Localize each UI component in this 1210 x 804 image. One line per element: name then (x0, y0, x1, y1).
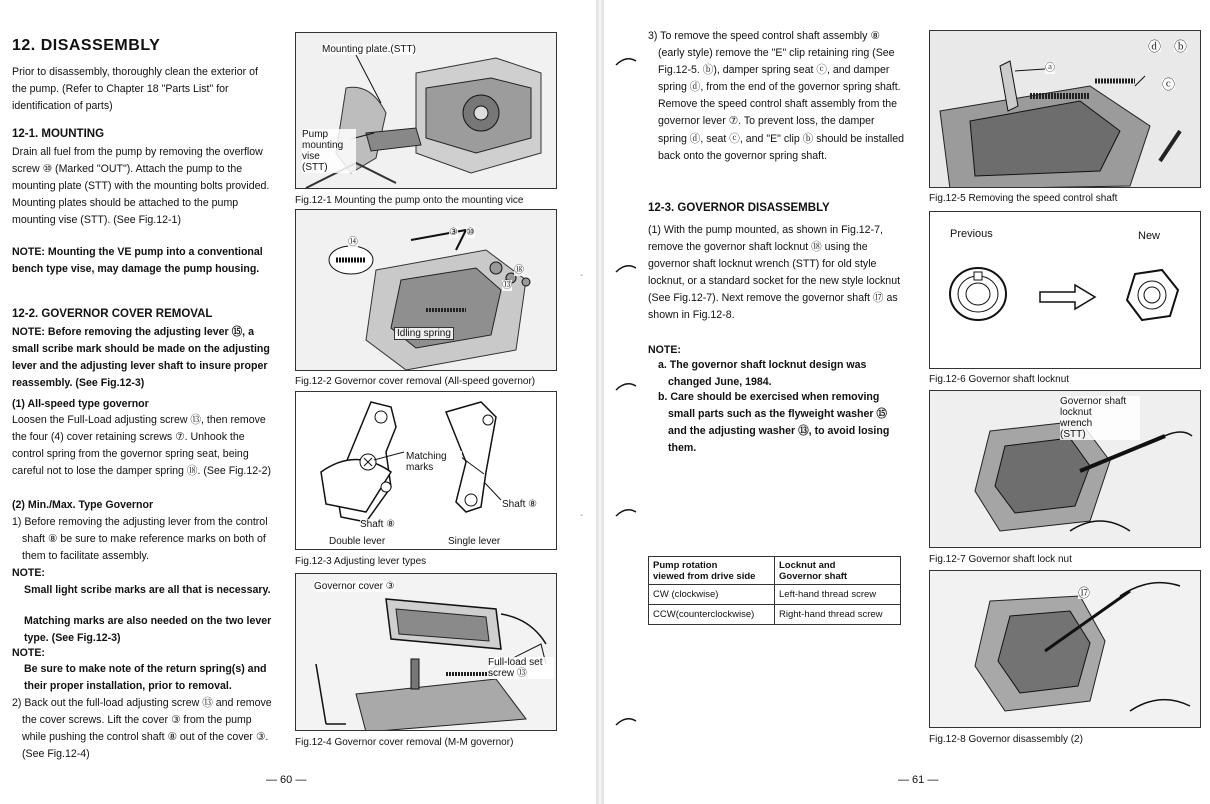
table-row (649, 605, 901, 625)
fig-12-6-caption: Fig.12-6 Governor shaft locknut (929, 374, 1070, 385)
rotation-thread-table (648, 556, 901, 625)
fig-12-2-caption: Fig.12-2 Governor cover removal (All-speed governor) (295, 376, 536, 387)
margin-mark (614, 380, 638, 392)
margin-mark (614, 55, 638, 67)
new-locknut-icon (1127, 270, 1178, 320)
margin-mark (614, 506, 638, 518)
right-page (604, 0, 1210, 804)
fig-12-7-caption: Fig.12-7 Governor shaft lock nut (929, 554, 1072, 565)
label-matching-marks: Matching marks (406, 451, 462, 473)
note-label: NOTE: (12, 326, 45, 338)
table-cell-thread: Left-hand thread screw (775, 585, 901, 605)
note-a: a. The governor shaft locknut design was changed June, 1984. (658, 359, 867, 389)
margin-mark: - (580, 510, 584, 521)
note-label: NOTE: (12, 246, 45, 258)
governor-cover-illustration (296, 210, 557, 371)
section-mounting-heading: 12-1. MOUNTING (12, 128, 105, 140)
left-page (0, 0, 596, 804)
callout-17: ⑰ (1078, 586, 1091, 600)
label-previous: Previous (950, 228, 993, 240)
label-single-lever: Single lever (448, 536, 501, 547)
allspeed-heading: (1) All-speed type governor (12, 398, 149, 410)
page-number-right: — 61 — (898, 774, 939, 786)
page-title: 12. DISASSEMBLY (12, 37, 161, 54)
note-b: b. Care should be exercised when removing small parts such as the flyweight washer ⑮ and the adjusting washer ⑬, to avoid losing them. (658, 391, 890, 455)
label-idling-spring: Idling spring (394, 327, 454, 340)
note2-line1: Small light scribe marks are all that is necessary. (24, 584, 271, 596)
fig-12-7-image (929, 390, 1201, 548)
callout-b: ⓑ (1174, 39, 1188, 54)
binding-gutter (596, 0, 604, 804)
fig-12-2-image (295, 209, 557, 371)
label-new: New (1138, 230, 1161, 242)
fig-12-3-caption: Fig.12-3 Adjusting lever types (295, 556, 427, 567)
margin-mark (614, 262, 638, 274)
callout-3: ③ (449, 227, 458, 238)
callout-c: ⓒ (1162, 77, 1176, 92)
label-shaft-right: Shaft ⑧ (502, 499, 538, 510)
label-shaft-left: Shaft ⑧ (360, 519, 396, 530)
callout-13: ⑬ (502, 280, 512, 291)
callout-10: ⑩ (466, 227, 475, 238)
fig-12-6-image (929, 211, 1201, 369)
intro-text: Prior to disassembly, thoroughly clean the exterior of the pump. (Refer to Chapter 18 "Parts List" for identification of parts) (12, 66, 258, 113)
mounting-text: Drain all fuel from the pump by removing the overflow screw ⑩ (Marked "OUT"). Attach the pump to the mounting plate (STT) with the mounting bolts provided. Mounting plates should be attached to the pump mounting vise (STT). (See Fig.12-1) (12, 146, 270, 227)
margin-mark: - (580, 270, 584, 281)
mounting-note (12, 244, 274, 278)
label-double-lever: Double lever (329, 536, 386, 547)
section-governor-cover-heading: 12-2. GOVERNOR COVER REMOVAL (12, 308, 213, 320)
minmax-heading: (2) Min./Max. Type Governor (12, 499, 154, 511)
governor-disassembly-text: (1) With the pump mounted, as shown in Fig.12-7, remove the governor shaft locknut ⑱ using the governor shaft locknut wrench (STT) for old style locknut, or a standard socket for the new style locknut (See Fig.12-7). Next remove the governor shaft ⑰ as shown in Fig.12-8. (648, 224, 901, 322)
note-text: Mounting the VE pump into a conventional bench type vise, may damage the pump housing. (12, 246, 263, 276)
label-mounting-plate: Mounting plate.(STT) (322, 44, 416, 55)
previous-locknut-icon (950, 268, 1006, 320)
fig-12-8-caption: Fig.12-8 Governor disassembly (2) (929, 734, 1083, 745)
step-1: 1) Before removing the adjusting lever from the control shaft ⑧ be sure to make reference marks on both of them to facilitate assembly. (12, 516, 268, 563)
callout-14: ⑭ (348, 237, 358, 248)
table-header-row (649, 557, 901, 585)
fig-12-8-image (929, 570, 1201, 728)
mm-governor-illustration (296, 574, 557, 731)
allspeed-text: Loosen the Full-Load adjusting screw ⑬, then remove the four (4) cover retaining screws ⑦. Unhook the control spring from the governor spring seat, being careful not to lose the damper spring ⑱. (See Fig.12-2) (12, 414, 272, 478)
table-header-rotation: Pump rotation viewed from drive side (649, 557, 775, 585)
label-governor-cover: Governor cover ③ (314, 581, 395, 592)
label-full-load-screw: Full-load set screw ⑬ (488, 657, 554, 679)
table-header-thread: Locknut and Governor shaft (775, 557, 901, 585)
table-row (649, 585, 901, 605)
note3-label: NOTE: (12, 647, 45, 659)
note2-label: NOTE: (12, 567, 45, 579)
page-number-left: — 60 — (266, 774, 307, 786)
note-text: Before removing the adjusting lever ⑮, a small scribe mark should be made on the adjusting lever and the adjusting lever shaft to insure proper reassembly. (See Fig.12-3) (12, 326, 270, 390)
table-cell-rotation: CCW(counterclockwise) (649, 605, 775, 625)
label-locknut-wrench: Governor shaft locknut wrench (STT) (1060, 396, 1140, 440)
note3-text: Be sure to make note of the return spring(s) and their proper installation, prior to removal. (24, 663, 267, 693)
speed-control-shaft-illustration (930, 31, 1201, 188)
step-2: 2) Back out the full-load adjusting screw ⑬ and remove the cover screws. Lift the cover ③ from the pump while pushing the control shaft ⑧ out of the cover ③. (See Fig.12-4) (12, 697, 272, 761)
fig-12-3-image (295, 391, 557, 550)
fig-12-1-caption: Fig.12-1 Mounting the pump onto the mounting vice (295, 195, 524, 206)
note-label: NOTE: (648, 344, 681, 356)
callout-18: ⑱ (514, 265, 524, 276)
note2-line2: Matching marks are also needed on the two lever type. (See Fig.12-3) (24, 615, 272, 645)
section-governor-disassembly-heading: 12-3. GOVERNOR DISASSEMBLY (648, 202, 830, 214)
fig-12-4-caption: Fig.12-4 Governor cover removal (M-M governor) (295, 737, 514, 748)
callout-a: ⓐ (1045, 63, 1055, 74)
table-cell-thread: Right-hand thread screw (775, 605, 901, 625)
table-cell-rotation: CW (clockwise) (649, 585, 775, 605)
fig-12-1-image (295, 32, 557, 189)
governor-cover-note (12, 324, 274, 392)
margin-mark (614, 715, 638, 727)
step-3: 3) To remove the speed control shaft assembly ⑧ (early style) remove the "E" clip retaining ring (See Fig.12-5. ⓑ), damper spring seat ⓒ, and damper spring ⓓ, from the end of the governor spring shaft. Remove the speed control shaft assembly from the governor lever ⑦. To prevent loss, the damper spring ⓓ, seat ⓒ, and "E" clip ⓑ should be installed back onto the governor spring shaft. (648, 30, 905, 162)
callout-d: ⓓ (1148, 39, 1162, 54)
arrow-right-icon (1040, 285, 1095, 309)
fig-12-5-image (929, 30, 1201, 188)
fig-12-5-caption: Fig.12-5 Removing the speed control shaft (929, 193, 1118, 204)
governor-disassembly-illustration (930, 571, 1201, 728)
fig-12-4-image (295, 573, 557, 731)
label-vise: Pump mounting vise (STT) (302, 129, 356, 173)
